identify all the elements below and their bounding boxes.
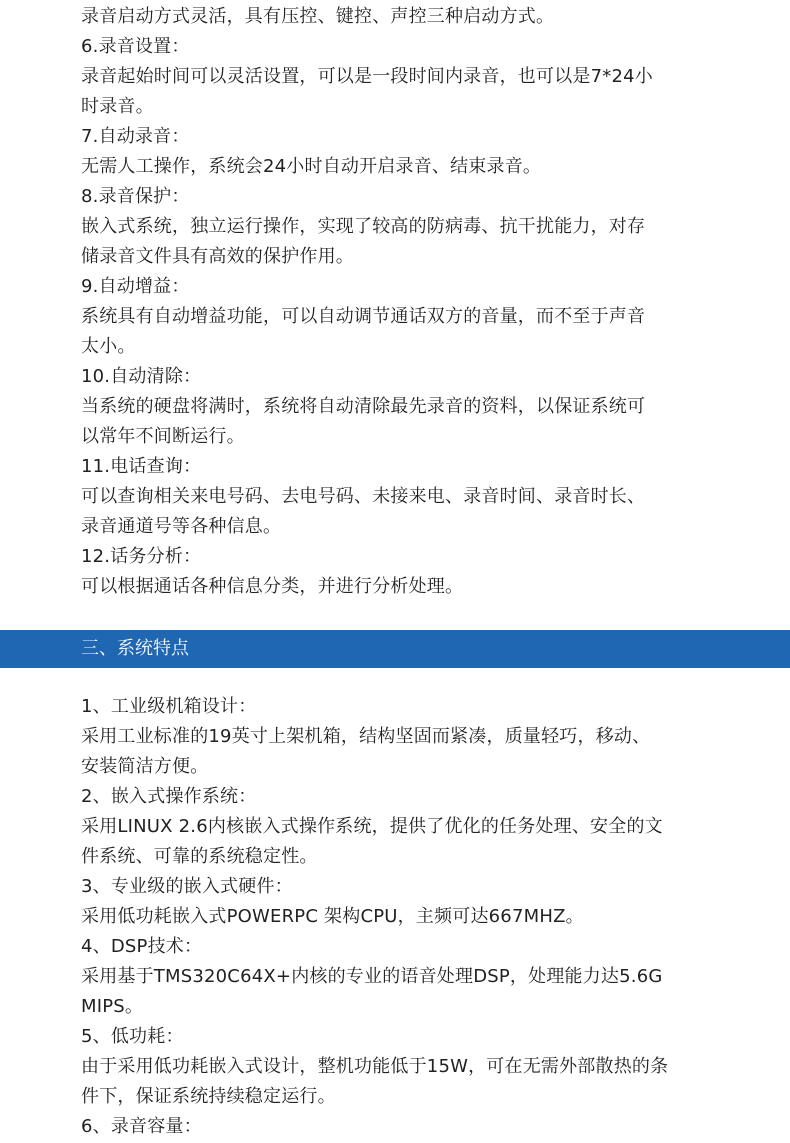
text-line: 太小。	[81, 336, 136, 357]
section-banner	[0, 630, 790, 668]
item-heading: 1、工业级机箱设计：	[81, 696, 257, 717]
function-list	[81, 2, 721, 602]
item-heading: 9.自动增益：	[81, 276, 190, 297]
text-line: 嵌入式系统，独立运行操作，实现了较高的防病毒、抗干扰能力，对存	[81, 216, 646, 237]
text-line: 安装简洁方便。	[81, 756, 209, 777]
text-line: 采用基于TMS320C64X+内核的专业的语音处理DSP，处理能力达5.6G	[81, 966, 663, 987]
item-heading: 3、专业级的嵌入式硬件：	[81, 876, 293, 897]
section-title: 三、系统特点	[81, 638, 189, 659]
text-line: 当系统的硬盘将满时，系统将自动清除最先录音的资料，以保证系统可	[81, 396, 646, 417]
text-line: 录音启动方式灵活，具有压控、键控、声控三种启动方式。	[81, 6, 555, 27]
text-line: 可以查询相关来电号码、去电号码、未接来电、录音时间、录音时长、	[81, 486, 646, 507]
text-line: 采用工业标准的19英寸上架机箱，结构坚固而紧凑，质量轻巧，移动、	[81, 726, 651, 747]
item-heading: 6.录音设置：	[81, 36, 190, 57]
item-heading: 10.自动清除：	[81, 366, 202, 387]
item-heading: 8.录音保护：	[81, 186, 190, 207]
text-line: 时录音。	[81, 96, 154, 117]
item-heading: 4、DSP技术：	[81, 936, 203, 957]
text-line: 采用LINUX 2.6内核嵌入式操作系统，提供了优化的任务处理、安全的文	[81, 816, 663, 837]
text-line: 录音起始时间可以灵活设置，可以是一段时间内录音，也可以是7*24小	[81, 66, 653, 87]
text-line: 由于采用低功耗嵌入式设计，整机功能低于15W，可在无需外部散热的条	[81, 1056, 669, 1077]
text-line: 系统具有自动增益功能，可以自动调节通话双方的音量，而不至于声音	[81, 306, 646, 327]
text-line: 无需人工操作，系统会24小时自动开启录音、结束录音。	[81, 156, 542, 177]
item-heading: 6、录音容量：	[81, 1116, 202, 1137]
item-heading: 7.自动录音：	[81, 126, 190, 147]
text-line: MIPS。	[81, 996, 144, 1017]
item-heading: 11.电话查询：	[81, 456, 202, 477]
item-heading: 12.话务分析：	[81, 546, 202, 567]
text-line: 可以根据通话各种信息分类，并进行分析处理。	[81, 576, 464, 597]
text-line: 以常年不间断运行。	[81, 426, 245, 447]
features-list	[81, 692, 721, 1142]
text-line: 录音通道号等各种信息。	[81, 516, 282, 537]
text-line: 件下，保证系统持续稳定运行。	[81, 1086, 336, 1107]
text-line: 储录音文件具有高效的保护作用。	[81, 246, 354, 267]
text-line: 件系统、可靠的系统稳定性。	[81, 846, 318, 867]
text-line: 采用低功耗嵌入式POWERPC 架构CPU，主频可达667MHZ。	[81, 906, 584, 927]
item-heading: 2、嵌入式操作系统：	[81, 786, 257, 807]
item-heading: 5、低功耗：	[81, 1026, 184, 1047]
